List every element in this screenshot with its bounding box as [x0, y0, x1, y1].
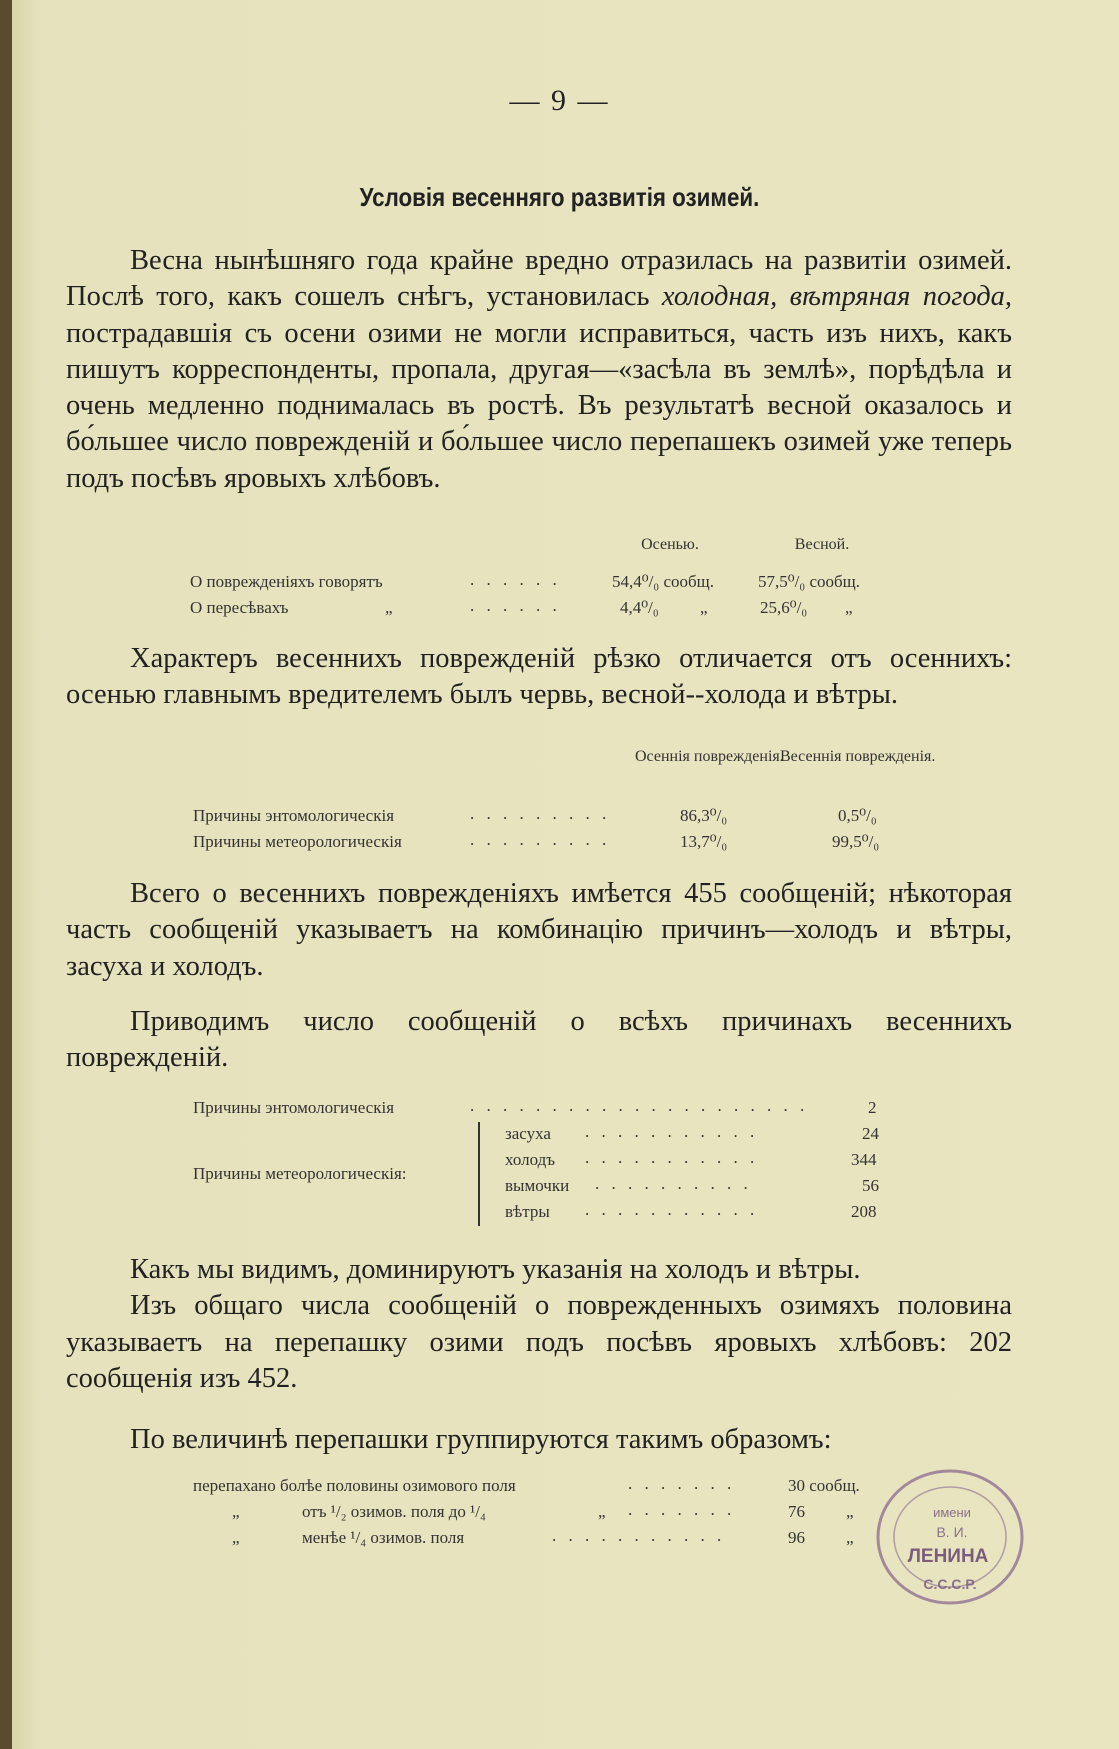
table4-row2-label: отъ ¹/₂ озимов. поля до ¹/₄: [302, 1502, 486, 1521]
paragraph-1-text-a: Весна нынѣшняго года крайне вредно отразилась на развитіи озимей. Послѣ того, какъ сошелъ снѣгъ, установилась: [66, 245, 1012, 313]
table2-row2-label: Причины метеорологическія: [193, 832, 402, 851]
library-stamp: [868, 1465, 1028, 1610]
table4-row2-value-ditto: „: [846, 1502, 854, 1521]
table4-row1-value: 30 сообщ.: [788, 1476, 860, 1495]
table4-row3-dots: . . . . . . . . . . .: [552, 1526, 726, 1545]
damage-table-2: [0, 746, 1119, 856]
table3-item2-label: холодъ: [505, 1150, 556, 1169]
paragraph-6: По величинѣ перепашки группируются такимъ образомъ:: [130, 1424, 832, 1455]
table1-row2-label: О пересѣвахъ: [190, 598, 289, 617]
table1-row2-spring-ditto: „: [845, 598, 853, 617]
table3-item2-value: 344: [851, 1150, 877, 1169]
table3-item3-value: 56: [862, 1176, 879, 1195]
table1-row2-autumn: 4,4⁰/₀: [620, 598, 659, 617]
svg-text:С.С.С.Р.: С.С.С.Р.: [923, 1576, 977, 1592]
table4-row2-ditto: „: [232, 1502, 240, 1521]
table2-row1-spring: 0,5⁰/₀: [838, 806, 877, 825]
table2-header-autumn: Осеннія поврежденія.: [635, 748, 784, 765]
table1-row2-ditto: „: [385, 598, 393, 617]
paragraph-1-italic: холодная, вѣтряная погода,: [661, 281, 1012, 313]
table1-row1-autumn: 54,4⁰/₀ сообщ.: [612, 572, 714, 591]
table4-row3-label: менѣе ¹/₄ озимов. поля: [302, 1528, 465, 1547]
table4-row3-ditto: „: [232, 1528, 240, 1547]
paragraph-5a: Какъ мы видимъ, доминируютъ указанія на холодъ и вѣтры.: [130, 1254, 861, 1285]
paragraph-3: Всего о весеннихъ поврежденіяхъ имѣется 455 сообщеній; нѣкоторая часть сообщеній указываетъ на комбинацію причинъ—холодъ и вѣтры, засуха и холодъ.: [66, 878, 1012, 982]
paragraph-5b: Изъ общаго числа сообщеній о поврежденныхъ озимяхъ половина указываетъ на перепашку озими подъ посѣвъ яровыхъ хлѣбовъ: 202 сообщенія изъ 452.: [66, 1290, 1012, 1394]
paragraph-2: Характеръ весеннихъ поврежденій рѣзко отличается отъ осеннихъ: осенью главнымъ вредителемъ былъ червь, весной--холода и вѣтры.: [66, 643, 1012, 711]
table2-row2-spring: 99,5⁰/₀: [832, 832, 880, 851]
causes-table: [0, 1096, 1119, 1236]
table1-row2-dots: . . . . . .: [470, 596, 561, 615]
paragraph-4: Приводимъ число сообщеній о всѣхъ причинахъ весеннихъ поврежденій.: [66, 1006, 1012, 1074]
paragraph-1-text-b: пострадавшія съ осени озими не могли исправиться, часть изъ нихъ, какъ пишутъ корреспонденты, пропала, другая—«засѣла въ землѣ», порѣдѣла и очень медленно поднималась въ ростѣ. Въ результатѣ весной оказалось и бо́льшее число поврежденій и бо́льшее число перепашекъ озимей уже теперь подъ посѣвъ яровыхъ хлѣбовъ.: [66, 317, 1012, 494]
table3-item4-label: вѣтры: [505, 1202, 550, 1221]
table3-item1-label: засуха: [505, 1124, 551, 1143]
table1-row1-spring: 57,5⁰/₀ сообщ.: [758, 572, 860, 591]
table4-row3-value: 96: [788, 1528, 805, 1547]
table1-header-autumn: Осенью.: [641, 536, 699, 553]
table2-row1-dots: . . . . . . . . .: [470, 804, 611, 823]
section-heading: Условія весенняго развитія озимей.: [359, 182, 760, 212]
table3-item3-label: вымочки: [505, 1176, 570, 1195]
paragraph-5: [66, 1252, 1012, 1397]
table1-row2-autumn-ditto: „: [700, 598, 708, 617]
table3-item4-dots: . . . . . . . . . . .: [585, 1200, 759, 1219]
page-number: — 9 —: [509, 84, 610, 117]
table3-entomological-dots: . . . . . . . . . . . . . . . . . . . . .: [470, 1096, 809, 1115]
svg-text:В. И.: В. И.: [936, 1524, 968, 1540]
damage-table-1: [0, 534, 1119, 624]
table3-brace: [478, 1122, 480, 1226]
table3-entomological-label: Причины энтомологическія: [193, 1098, 395, 1117]
table3-item2-dots: . . . . . . . . . . .: [585, 1148, 759, 1167]
svg-text:ЛЕНИНА: ЛЕНИНА: [907, 1546, 989, 1567]
table2-row1-autumn: 86,3⁰/₀: [680, 806, 728, 825]
table2-row2-dots: . . . . . . . . .: [470, 830, 611, 849]
table3-item4-value: 208: [851, 1202, 877, 1221]
table4-row2-value: 76: [788, 1502, 805, 1521]
table2-row1-label: Причины энтомологическія: [193, 806, 395, 825]
table4-row2-ditto2: „: [598, 1502, 606, 1521]
table3-meteorological-label: Причины метеорологическія:: [193, 1164, 407, 1183]
table2-row2-autumn: 13,7⁰/₀: [680, 832, 728, 851]
table4-row1-dots: . . . . . . .: [628, 1474, 736, 1493]
table1-header-spring: Весной.: [794, 536, 850, 553]
paragraph-1: [66, 243, 1012, 497]
table1-row2-spring: 25,6⁰/₀: [760, 598, 808, 617]
table3-item3-dots: . . . . . . . . . .: [595, 1174, 752, 1193]
table3-item1-value: 24: [862, 1124, 879, 1143]
table4-row1-label: перепахано болѣе половины озимового поля: [193, 1476, 516, 1495]
table2-header-spring: Весеннія поврежденія.: [780, 748, 936, 765]
table3-entomological-value: 2: [868, 1098, 877, 1117]
table1-row1-label: О поврежденіяхъ говорятъ: [190, 572, 383, 591]
table4-row2-dots: . . . . . . .: [628, 1500, 736, 1519]
table1-row1-dots: . . . . . .: [470, 570, 561, 589]
svg-text:имени: имени: [933, 1505, 971, 1520]
table3-item1-dots: . . . . . . . . . . .: [585, 1122, 759, 1141]
table4-row3-value-ditto: „: [846, 1528, 854, 1547]
